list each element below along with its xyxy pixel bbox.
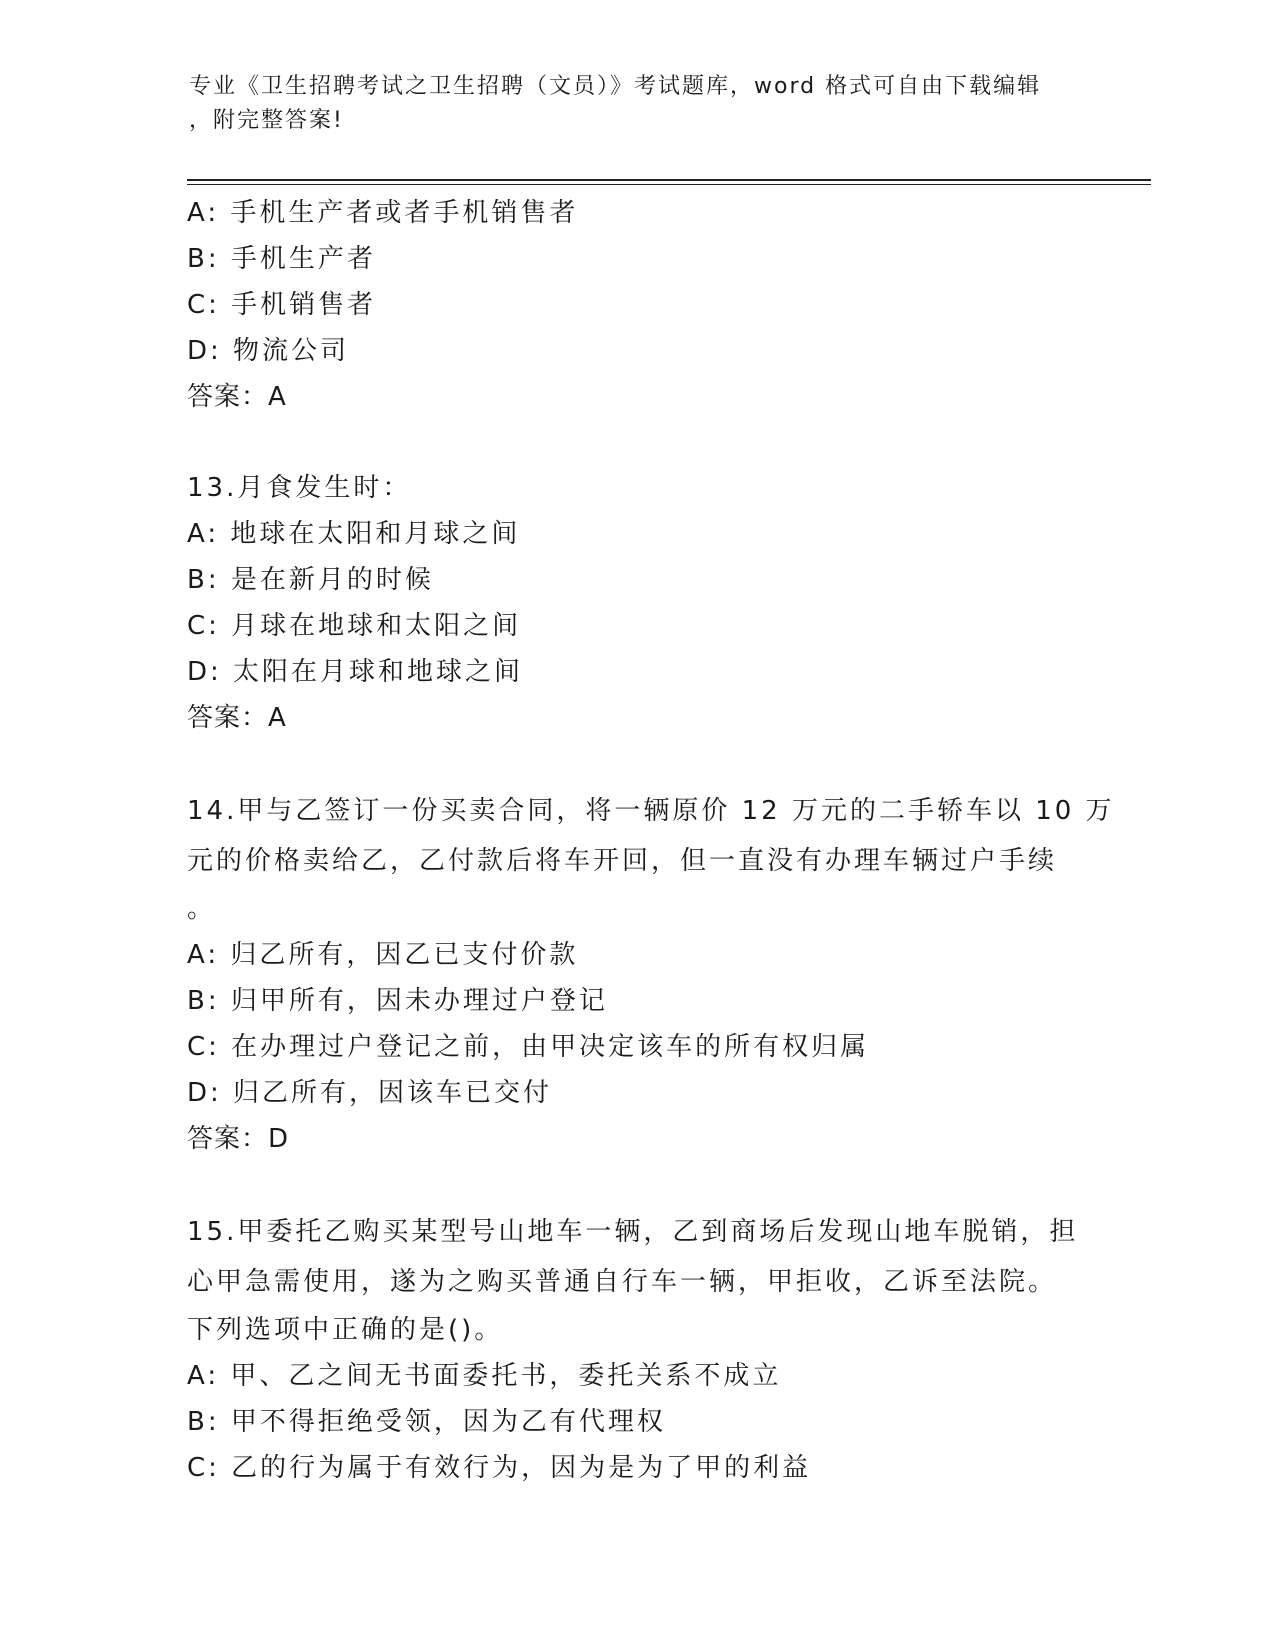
question-text: 下列选项中正确的是()。 — [187, 1315, 504, 1345]
spacer — [187, 741, 1087, 786]
question-12-block — [187, 190, 1087, 420]
spacer — [187, 1162, 1087, 1207]
option-d: D: 物流公司 — [187, 336, 350, 366]
option-b: B: 甲不得拒绝受领，因为乙有代理权 — [187, 1407, 666, 1437]
header-line-2: ，附完整答案! — [189, 108, 344, 133]
question-text: 13.月食发生时： — [187, 473, 412, 503]
option-b: B: 归甲所有，因未办理过户登记 — [187, 986, 608, 1016]
option-c: C: 在办理过户登记之前，由甲决定该车的所有权归属 — [187, 1032, 870, 1062]
document-header — [189, 70, 1089, 138]
option-c: C: 月球在地球和太阳之间 — [187, 611, 522, 641]
question-14-block — [187, 786, 1115, 1162]
header-divider-thick — [187, 179, 1151, 181]
option-d: D: 归乙所有，因该车已交付 — [187, 1078, 553, 1108]
option-a: A: 甲、乙之间无书面委托书，委托关系不成立 — [187, 1361, 782, 1391]
header-divider-thin — [187, 184, 1151, 185]
option-b: B: 手机生产者 — [187, 244, 376, 274]
question-text: 心甲急需使用，遂为之购买普通自行车一辆，甲拒收，乙诉至法院。 — [187, 1267, 1058, 1297]
option-a: A: 归乙所有，因乙已支付价款 — [187, 940, 579, 970]
question-text: 14.甲与乙签订一份买卖合同，将一辆原价 12 万元的二手轿车以 10 万 — [187, 796, 1115, 826]
question-text: 元的价格卖给乙，乙付款后将车开回，但一直没有办理车辆过户手续 — [187, 846, 1058, 876]
option-c: C: 乙的行为属于有效行为，因为是为了甲的利益 — [187, 1453, 812, 1483]
option-b: B: 是在新月的时候 — [187, 565, 434, 595]
question-text: 15.甲委托乙购买某型号山地车一辆，乙到商场后发现山地车脱销，担 — [187, 1217, 1079, 1247]
answer-line: 答案：D — [187, 1124, 290, 1154]
option-a: A: 地球在太阳和月球之间 — [187, 519, 521, 549]
answer-line: 答案：A — [187, 382, 287, 412]
answer-line: 答案：A — [187, 703, 287, 733]
header-line-1: 专业《卫生招聘考试之卫生招聘（文员）》考试题库，word 格式可自由下载编辑 — [189, 74, 1042, 99]
question-13-block — [187, 465, 1087, 741]
question-15-block — [187, 1207, 1087, 1491]
question-text: 。 — [187, 894, 217, 924]
option-c: C: 手机销售者 — [187, 290, 377, 320]
spacer — [187, 420, 1087, 465]
option-a: A: 手机生产者或者手机销售者 — [187, 198, 579, 228]
option-d: D: 太阳在月球和地球之间 — [187, 657, 524, 687]
document-body — [187, 190, 1115, 1491]
